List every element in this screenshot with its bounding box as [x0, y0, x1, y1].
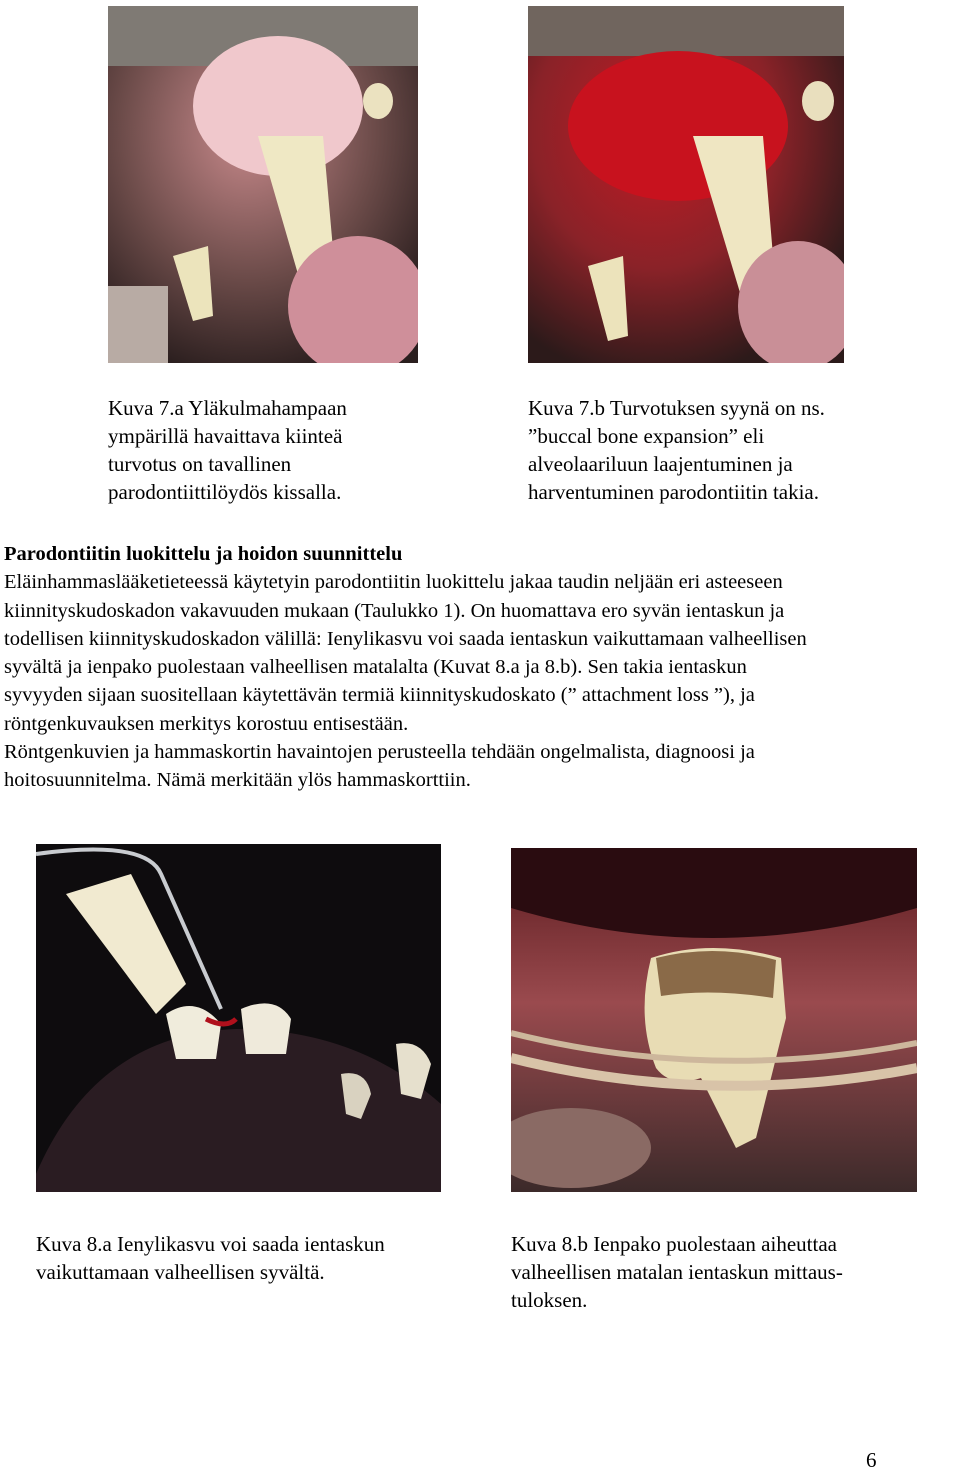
- photo-fig-7b-image: [528, 6, 844, 363]
- section-body: [4, 540, 956, 795]
- photo-fig-8a: [36, 844, 441, 1192]
- caption-line: tuloksen.: [511, 1288, 588, 1312]
- caption-line: harventuminen parodontiitin takia.: [528, 480, 820, 504]
- caption-line: Kuva 8.a Ienylikasvu voi saada ientaskun: [36, 1232, 385, 1256]
- caption-line: Kuva 7.a Yläkulmahampaan: [108, 396, 347, 420]
- photo-fig-8b-image: [511, 848, 917, 1192]
- paragraph-line: Röntgenkuvien ja hammaskortin havaintojen perusteella tehdään ongelmalista, diagnoosi ja: [4, 741, 755, 764]
- photo-fig-8a-image: [36, 844, 441, 1192]
- paragraph-line: kiinnityskudoskadon vakavuuden mukaan (Taulukko 1). On huomattava ero syvän ientaskun ja: [4, 599, 785, 622]
- page-number: 6: [866, 1448, 877, 1472]
- caption-line: vaikuttamaan valheellisen syvältä.: [36, 1260, 325, 1284]
- caption-line: Kuva 7.b Turvotuksen syynä on ns.: [528, 396, 825, 420]
- photo-fig-7a: [108, 6, 418, 363]
- caption-line: parodontiittilöydös kissalla.: [108, 480, 342, 504]
- caption-line: alveolaariluun laajentuminen ja: [528, 452, 793, 476]
- caption-fig-7a: [108, 394, 347, 506]
- caption-line: ympärillä havaittava kiinteä: [108, 424, 343, 448]
- caption-line: ”buccal bone expansion” eli: [528, 424, 765, 448]
- photo-fig-8b: [511, 848, 917, 1192]
- section-heading: Parodontiitin luokittelu ja hoidon suunnittelu: [4, 543, 403, 565]
- photo-fig-7a-image: [108, 6, 418, 363]
- caption-line: turvotus on tavallinen: [108, 452, 292, 476]
- caption-fig-8a: [36, 1230, 385, 1286]
- caption-line: valheellisen matalan ientaskun mittaus-: [511, 1260, 843, 1284]
- caption-fig-8b: [511, 1230, 843, 1314]
- photo-fig-7b: [528, 6, 844, 363]
- caption-line: Kuva 8.b Ienpako puolestaan aiheuttaa: [511, 1232, 837, 1256]
- paragraph-line: syvältä ja ienpako puolestaan valheellisen matalalta (Kuvat 8.a ja 8.b). Sen takia ientaskun: [4, 656, 747, 679]
- paragraph-line: röntgenkuvauksen merkitys korostuu entisestään.: [4, 712, 409, 735]
- paragraph-line: syvyyden sijaan suositellaan käytettävän termiä kiinnityskudoskato (” attachment loss ”), ja: [4, 684, 755, 707]
- paragraph-line: todellisen kiinnityskudoskadon välillä: Ienylikasvu voi saada ientaskun vaikuttamaan valheellisen: [4, 627, 807, 650]
- paragraph-line: hoitosuunnitelma. Nämä merkitään ylös hammaskorttiin.: [4, 769, 471, 792]
- caption-fig-7b: [528, 394, 825, 506]
- paragraph-line: Eläinhammaslääketieteessä käytetyin parodontiitin luokittelu jakaa taudin neljään eri asteeseen: [4, 571, 783, 594]
